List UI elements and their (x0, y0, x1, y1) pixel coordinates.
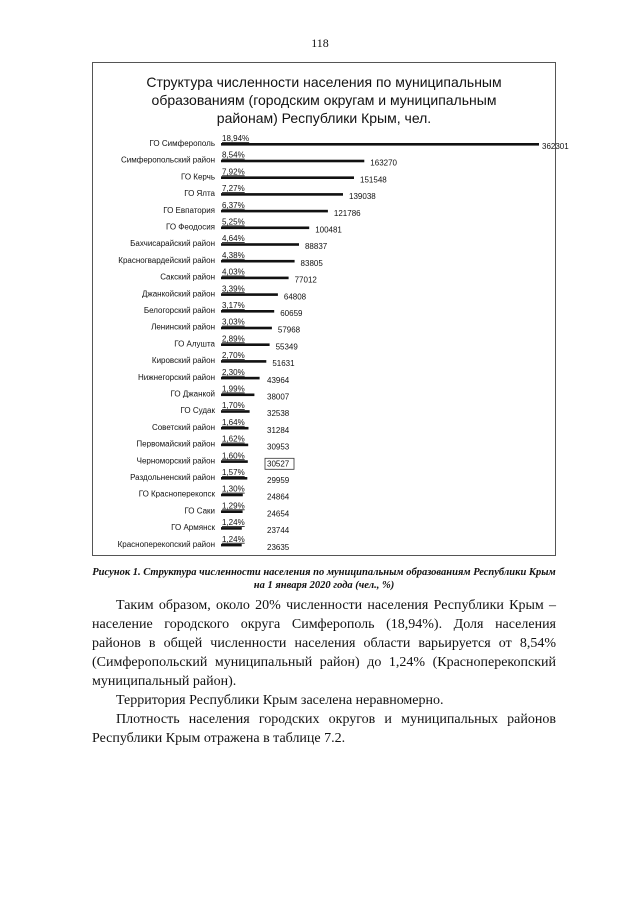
percent-label: 7,27% (222, 184, 245, 194)
percent-label: 1,60% (222, 451, 245, 461)
bar (221, 410, 250, 413)
category-label: Первомайский район (136, 439, 215, 449)
bar (221, 327, 272, 330)
bar (221, 494, 243, 497)
percent-label: 1,29% (222, 501, 245, 511)
category-label: ГО Керчь (180, 172, 215, 182)
bar (221, 544, 242, 547)
percent-label: 8,54% (222, 150, 245, 160)
bar (221, 510, 243, 513)
value-label: 29959 (267, 476, 290, 485)
value-label: 100481 (315, 225, 342, 235)
bar (221, 227, 309, 230)
chart-title-line: районам) Республики Крым, чел. (216, 110, 432, 126)
paragraph: Таким образом, около 20% численности населения Республики Крым – население городского округа Симферополь (18,94%). Доля населения районов в общей численности населения области варьируется от 8,54% (Симферопольский муниципальный район) до 1,24% (Красноперекопский муниципальный район). (92, 598, 556, 689)
category-label: Красногвардейский район (118, 255, 215, 265)
value-label: 163270 (370, 158, 398, 168)
value-label: 60659 (280, 309, 303, 318)
paragraph: Территория Республики Крым заселена неравномерно. (116, 693, 444, 708)
value-label: 30953 (267, 442, 290, 452)
population-bar-chart (93, 63, 569, 555)
bar (221, 243, 299, 246)
category-label: ГО Симферополь (149, 139, 215, 148)
bar (221, 260, 295, 263)
percent-label: 1,24% (222, 534, 245, 544)
category-label: Раздольненский район (130, 473, 215, 482)
value-label: 38007 (267, 392, 290, 402)
category-label: ГО Ялта (184, 189, 215, 199)
value-label: 23744 (267, 526, 290, 536)
bar (221, 310, 274, 313)
percent-label: 1,70% (222, 401, 245, 411)
percent-label: 3,03% (222, 317, 245, 327)
body-text (92, 596, 556, 748)
bar (221, 444, 248, 447)
value-label: 121786 (333, 208, 361, 218)
bar (221, 210, 328, 213)
percent-label: 1,57% (222, 468, 245, 477)
category-label: ГО Алушта (174, 339, 215, 349)
bar (221, 277, 289, 280)
bar (221, 143, 539, 146)
percent-label: 1,64% (222, 417, 245, 427)
percent-label: 2,30% (222, 367, 245, 377)
value-label: 64808 (283, 292, 307, 302)
value-label: 151548 (360, 175, 387, 185)
value-label: 77012 (294, 275, 317, 285)
category-label: Бахчисарайский район (130, 239, 215, 249)
category-label: ГО Евпатория (163, 205, 215, 215)
value-label: 362301 (542, 142, 569, 151)
percent-label: 5,25% (222, 217, 245, 227)
category-label: Советский район (151, 422, 215, 432)
percent-label: 2,89% (222, 334, 245, 344)
value-label: 31284 (267, 425, 290, 435)
bar (221, 193, 343, 196)
percent-label: 3,17% (222, 301, 245, 310)
value-label: 139038 (349, 192, 376, 202)
category-label: Красноперекопский район (117, 539, 215, 549)
bar (221, 176, 354, 179)
category-label: Ленинский район (151, 322, 215, 332)
page-number: 118 (311, 36, 329, 50)
value-label: 32538 (267, 409, 290, 419)
chart-figure (92, 62, 569, 556)
value-label: 88837 (304, 242, 328, 252)
category-label: ГО Саки (184, 506, 215, 516)
percent-label: 2,70% (222, 351, 245, 361)
category-label: ГО Судак (180, 406, 215, 416)
percent-label: 4,38% (222, 250, 245, 260)
value-label: 43964 (267, 375, 290, 385)
bar (221, 477, 247, 480)
percent-label: 18,94% (222, 134, 250, 143)
category-label: Черноморский район (136, 456, 215, 466)
percent-label: 7,92% (222, 167, 245, 177)
category-label: Симферопольский район (120, 155, 215, 165)
percent-label: 1,99% (222, 384, 245, 394)
percent-label: 3,39% (222, 284, 245, 294)
bar (221, 527, 242, 530)
percent-label: 4,64% (222, 234, 245, 244)
percent-label: 4,03% (222, 267, 245, 277)
bar (221, 377, 260, 380)
bar (221, 460, 248, 463)
percent-label: 1,62% (222, 434, 245, 444)
category-label: ГО Джанкой (170, 389, 215, 399)
paragraph: Плотность населения городских округов и муниципальных районов Республики Крым отражена в таблице 7.2. (92, 712, 556, 746)
bar (221, 343, 270, 346)
category-label: ГО Феодосия (165, 222, 215, 232)
value-label: 51631 (272, 359, 295, 369)
value-label: 24654 (267, 509, 290, 519)
value-label: 55349 (275, 342, 298, 352)
category-label: Нижнегорский район (138, 372, 215, 382)
category-label: ГО Красноперекопск (138, 489, 215, 499)
bar (221, 160, 364, 163)
value-label: 23635 (267, 542, 290, 552)
bar (221, 293, 278, 296)
chart-title-line: образованиям (городским округам и муниципальным (151, 92, 497, 108)
value-label: 30527 (267, 459, 290, 469)
category-label: Белогорский район (143, 306, 215, 315)
percent-label: 1,24% (222, 518, 245, 528)
value-label: 24864 (267, 492, 290, 502)
bar (221, 427, 249, 430)
bar (221, 360, 266, 363)
value-label: 83805 (300, 258, 323, 268)
category-label: Сакский район (160, 272, 215, 282)
category-label: Кировский район (151, 356, 215, 366)
percent-label: 1,30% (222, 484, 245, 494)
figure-caption: Рисунок 1. Структура численности населения по муниципальным образованиям Республики Крым на 1 января 2020 года (чел., %) (92, 567, 556, 591)
category-label: Джанкойский район (141, 289, 215, 299)
category-label: ГО Армянск (171, 523, 215, 533)
chart-title-line: Структура численности населения по муниципальным (146, 74, 502, 90)
bar (221, 394, 254, 397)
value-label: 57968 (277, 325, 301, 335)
percent-label: 6,37% (222, 200, 245, 210)
